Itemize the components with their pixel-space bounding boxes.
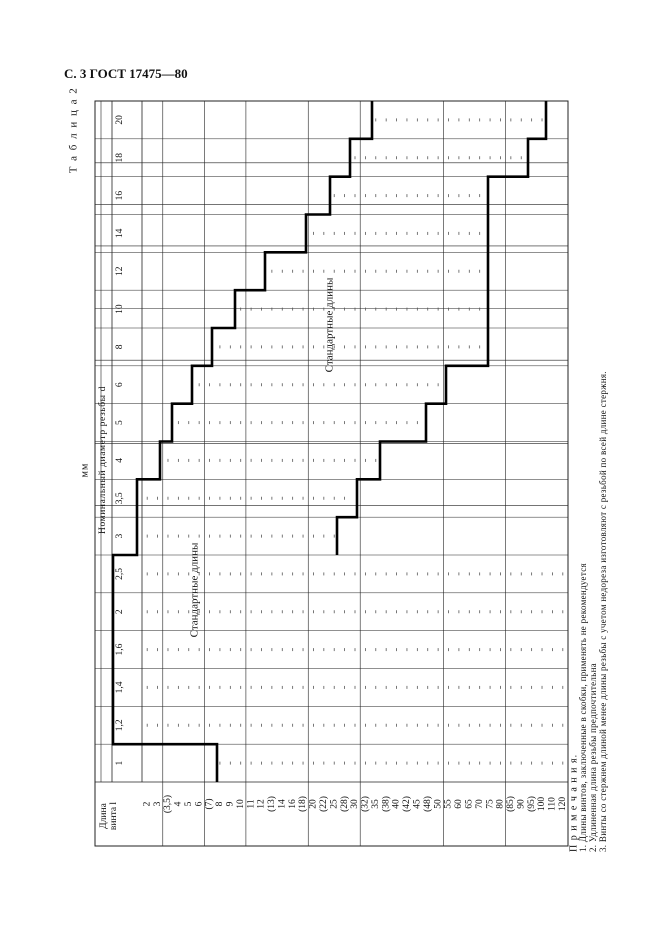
units-label: мм xyxy=(79,462,91,478)
note-line: 3. Винты со стержнем длиной менее длины резьбы с учетом недореза изготовляют с резьбой по всей длине стержня. xyxy=(598,371,609,852)
length-value: (42) xyxy=(402,796,413,812)
length-value: 11 xyxy=(246,799,257,809)
diameter-label: 2 xyxy=(115,609,126,615)
length-value: (18) xyxy=(298,796,309,812)
length-value: 35 xyxy=(370,799,381,809)
diameter-label: 1 xyxy=(115,760,126,766)
length-value: 3 xyxy=(152,801,163,807)
length-value: 6 xyxy=(194,801,205,807)
diameter-header: Номинальный диаметр резьбы d xyxy=(98,386,109,534)
length-value: 75 xyxy=(485,799,496,809)
length-value: (38) xyxy=(381,796,392,812)
diameter-label: 20 xyxy=(115,115,126,125)
length-value: (28) xyxy=(339,796,350,812)
note-line: 2. Удлиненная длина резьбы предпочтительна xyxy=(588,663,599,852)
length-value: 55 xyxy=(443,799,454,809)
note-line: 1. Длины винтов, заключенные в скобки, применять не рекомендуется xyxy=(578,563,589,852)
length-value: (95) xyxy=(526,796,537,812)
length-value: 12 xyxy=(256,799,267,809)
length-value: 16 xyxy=(287,799,298,809)
length-value: (48) xyxy=(422,796,433,812)
length-value: 90 xyxy=(516,799,527,809)
diameter-label: 3,5 xyxy=(115,492,126,505)
length-value: (3,5) xyxy=(163,794,174,814)
length-value: 25 xyxy=(329,799,340,809)
table-frame xyxy=(95,101,568,846)
length-value: 65 xyxy=(464,799,475,809)
standard-lengths-label: Стандартные длины xyxy=(323,277,336,373)
length-value: 120 xyxy=(557,796,568,812)
length-value: 70 xyxy=(474,799,485,809)
length-value: 60 xyxy=(454,799,465,809)
length-value: 100 xyxy=(537,796,548,812)
length-value: (85) xyxy=(506,796,517,812)
length-value: (13) xyxy=(267,796,278,812)
table-title: Т а б л и ц а 2 xyxy=(67,86,80,174)
standard-lengths-label: Стандартные длины xyxy=(188,542,201,638)
diameter-label: 1,2 xyxy=(115,719,126,732)
diameter-label: 8 xyxy=(115,344,126,350)
diameter-label: 3 xyxy=(115,533,126,539)
length-value: (32) xyxy=(360,796,371,812)
length-value: 14 xyxy=(277,799,288,809)
length-value: 4 xyxy=(173,801,184,807)
diameter-label: 16 xyxy=(115,190,126,201)
diameter-label: 12 xyxy=(115,266,126,276)
length-header-line2: винта l xyxy=(109,801,120,831)
length-value: 10 xyxy=(235,799,246,809)
length-value: 80 xyxy=(495,799,506,809)
diameter-label: 4 xyxy=(115,458,126,463)
length-value: 5 xyxy=(183,801,194,807)
length-value: 2 xyxy=(142,801,153,807)
diameter-label: 10 xyxy=(115,304,126,314)
length-value: 8 xyxy=(215,801,226,807)
diameter-label: 18 xyxy=(115,153,126,163)
length-value: 110 xyxy=(547,797,558,811)
length-value: 50 xyxy=(433,799,444,809)
length-value: 20 xyxy=(308,799,319,809)
length-value: 30 xyxy=(350,799,361,809)
length-value: 9 xyxy=(225,801,236,807)
diameter-label: 14 xyxy=(115,228,126,239)
note-line: П р и м е ч а н и я. xyxy=(568,753,580,852)
diameter-label: 2,5 xyxy=(115,567,126,580)
length-value: 40 xyxy=(391,799,402,809)
diameter-label: 1,4 xyxy=(115,681,126,694)
page-header: С. 3 ГОСТ 17475—80 xyxy=(64,66,188,81)
diameter-label: 5 xyxy=(115,420,126,425)
length-header-line1: Длина xyxy=(99,803,110,829)
length-value: (7) xyxy=(204,798,215,810)
diameter-label: 1,6 xyxy=(115,643,126,656)
length-value: (22) xyxy=(319,796,330,812)
diameter-label: 6 xyxy=(115,382,126,388)
length-value: 45 xyxy=(412,799,423,809)
